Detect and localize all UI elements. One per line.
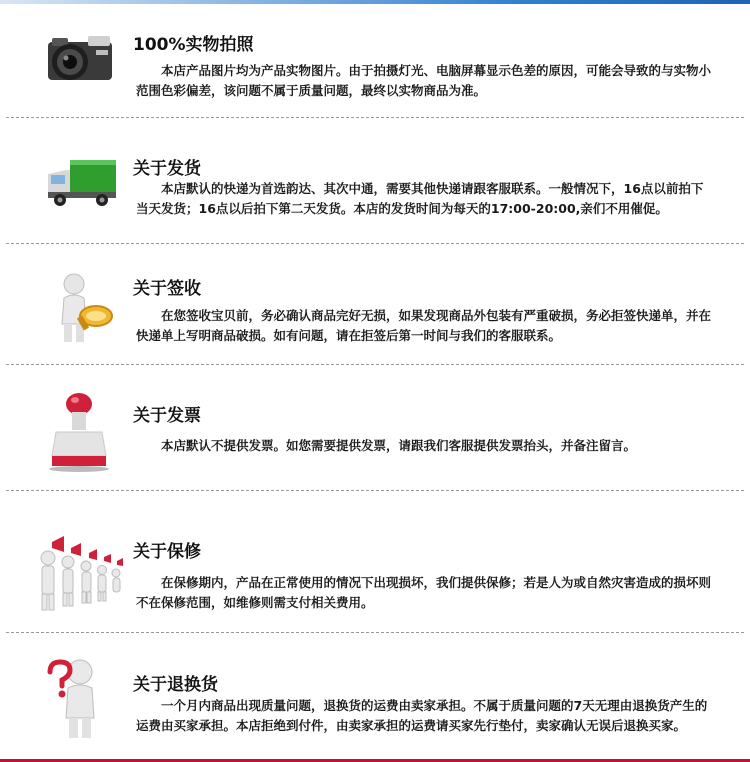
section-title-shipping: 关于发货 [133, 159, 201, 179]
camera-icon [44, 30, 116, 92]
section-title-photo: 100%实物拍照 [133, 35, 254, 55]
section-divider [6, 243, 744, 244]
section-text-receipt: 在您签收宝贝前，务必确认商品完好无损，如果发现商品外包装有严重破损，务必拒签快递单，并在快递单上写明商品破损。如有问题，请在拒签后第一时间与我们的客服联系。 [136, 308, 712, 343]
section-title-invoice: 关于发票 [133, 406, 201, 426]
magnifier-inspect-icon [44, 272, 116, 352]
section-divider [6, 632, 744, 633]
section-divider [6, 117, 744, 118]
question-person-icon [44, 658, 106, 746]
delivery-truck-icon [44, 156, 118, 214]
section-divider [6, 490, 744, 491]
section-title-warranty: 关于保修 [133, 542, 201, 562]
section-text-returns: 一个月内商品出现质量问题，退换货的运费由卖家承担。不属于质量问题的7天无理由退换货产生的运费由买家承担。本店拒绝到付件，由卖家承担的运费请买家先行垫付，卖家确认无误后退换买家。 [136, 698, 708, 733]
section-text-photo: 本店产品图片均为产品实物图片。由于拍摄灯光、电脑屏幕显示色差的原因，可能会导致的与实物小范围色彩偏差，该问题不属于质量问题，最终以实物商品为准。 [136, 63, 712, 98]
section-title-returns: 关于退换货 [133, 675, 218, 695]
stamp-icon [44, 392, 114, 476]
section-text-invoice: 本店默认不提供发票。如您需要提供发票，请跟我们客服提供发票抬头，并备注留言。 [161, 438, 637, 453]
section-text-shipping: 本店默认的快递为首选韵达、其次中通，需要其他快递请跟客服联系。一般情况下，16点以前拍下当天发货；16点以后拍下第二天发货。本店的发货时间为每天的17:00-20:00,亲们不用催促。 [136, 181, 704, 216]
section-text-warranty: 在保修期内，产品在正常使用的情况下出现损坏，我们提供保修；若是人为或自然灾害造成的损坏则不在保修范围，如维修则需支付相关费用。 [136, 575, 712, 610]
section-divider [6, 364, 744, 365]
megaphone-people-icon [36, 528, 128, 616]
section-title-receipt: 关于签收 [133, 279, 201, 299]
top-accent-bar [0, 0, 750, 4]
